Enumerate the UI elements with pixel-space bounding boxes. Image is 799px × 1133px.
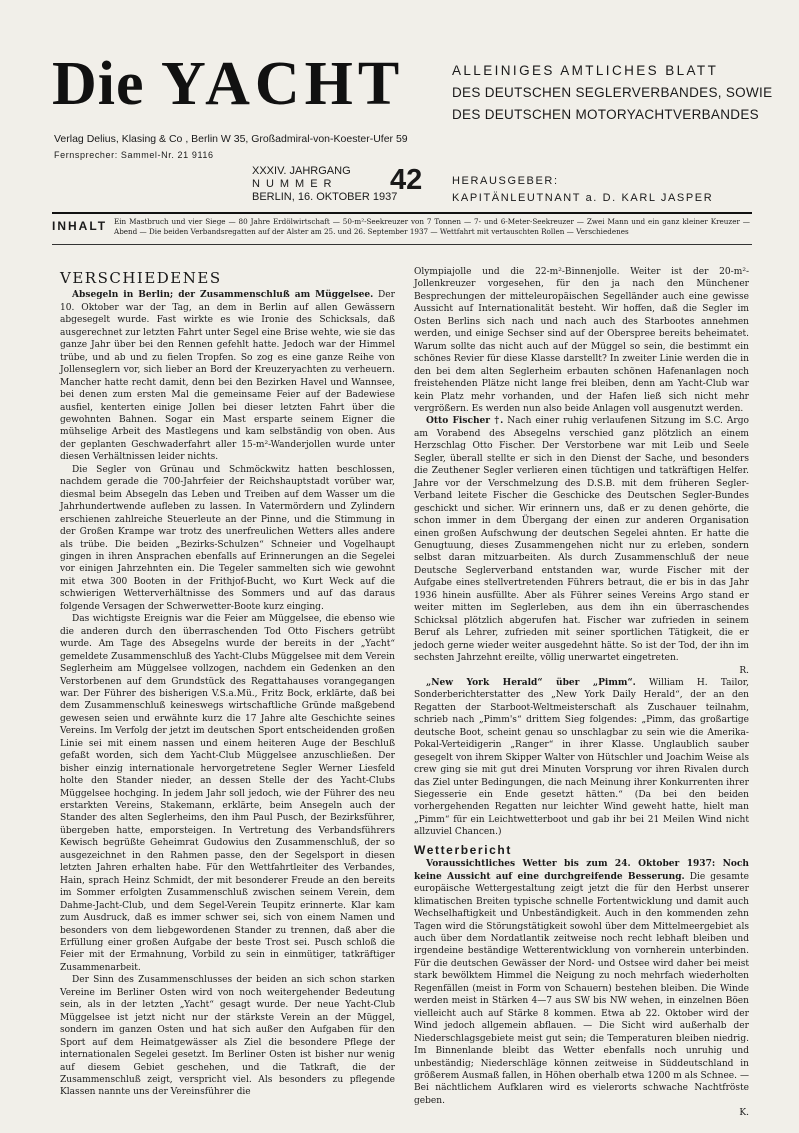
editor-label: HERAUSGEBER:: [452, 175, 559, 187]
signature: K.: [739, 1108, 749, 1119]
article-absegeln-title: Absegeln in Berlin; der Zusammenschluß am Müggelsee.: [72, 290, 374, 301]
publisher-line: Verlag Delius, Klasing & Co , Berlin W 35, Großadmiral-von-Koester-Ufer 59: [54, 133, 408, 145]
article-new-york-herald: [414, 677, 749, 839]
tagline-line-1: ALLEINIGES AMTLICHES BLATT: [452, 63, 719, 78]
article-new-york-herald-title: „New York Herald“ über „Pimm“.: [426, 677, 636, 688]
logo-die: Die: [52, 50, 145, 118]
right-column: [414, 266, 749, 1120]
tagline-line-3: DES DEUTSCHEN MOTORYACHTVERBANDES: [452, 107, 759, 122]
article-weather: [414, 858, 749, 1120]
paragraph: Der Sinn des Zusammenschlusses der beiden an sich schon starken Vereine im Berliner Osten wird von noch weitergehender Bedeutung sein, als in der letzten „Yacht“ gesagt wurde. Der neue Yacht-Club Müggelsee ist jetzt nicht nur der stärkste Verein an der Müggel, sondern im ganzen Osten und hat sich außer den Aufgaben für den Sport auf dem Heimatgewässer als Ziel die besondere Pflege der internationalen Segelei gesetzt. Im Berliner Osten ist bisher nur wenig auf diesem Gebiet geschehen, und die Tatkraft, die der Zusammenschluß zeigt, verspricht viel. Als besonders zu pflegende Klassen nannte uns der Vereinsführer die: [60, 975, 395, 1098]
issue-info: [252, 164, 423, 204]
contents-text: Ein Mastbruch und vier Siege — 80 Jahre Erdölwirtschaft — 50-m²-Seekreuzer von 7 Tonnen — 7- und 6-Meter-Seekreuzer — Zwei Mann und ein ganz kleiner Kreuzer — Abend — Die beiden Verbandsregatten auf der Alster am 25. und 26. September 1937 — Wettfahrt mit vertauschten Rollen — Verschiedenes: [114, 217, 750, 236]
article-absegeln: [60, 289, 395, 463]
logo-yacht: YACHT: [161, 50, 405, 118]
phone-line: Fernsprecher: Sammel-Nr. 21 9116: [54, 150, 214, 160]
tagline-line-2: DES DEUTSCHEN SEGLERVERBANDES, SOWIE: [452, 85, 773, 100]
article-new-york-herald-text: William H. Tailor, Sonderberichterstatter des „New York Daily Herald“, der an den Regatten der Starboot-Weltmeisterschaft als Zuschauer teilnahm, schrieb nach „Pimm's“ drittem Sieg folgendes: „Pimm, das großartige deutsche Boot, scheint genau so unschlagbar zu sein wie die Amerika-Pokal-Verteidigerin „Ranger“ in ihrer Klasse. Unglaublich sauber gesegelt von ihrem Skipper Walter von Hütschler und Joachim Weise als crew ging sie mit gut drei Minuten Vorsprung vor ihren Rivalen durch das Ziel unter Bedingungen, die nach Meinung ihrer Konkurrenten ihrer Siegesserie ein Ende gesetzt hätten.“ (Da bei den beiden vorhergehenden Regatten nur leichter Wind geweht hatte, hielt man „Pimm“ für ein Leichtwetterboot und gab ihr bei 21 Meilen Wind nicht allzuviel Chancen.): [414, 677, 749, 838]
issue-date: BERLIN, 16. OKTOBER 1937: [252, 191, 398, 203]
paragraph: Die Segler von Grünau und Schmöckwitz hatten beschlossen, nachdem gerade die 700-Jahrfeier der Reichshauptstadt vorüber war, diesmal beim Absegeln das Leben und Treiben auf dem Wasser um die Jahrhundertwende aufleben zu lassen. In Vatermördern und Zylindern erschienen zahlreiche Steuerleute an der Pinne, und die Stimmung in der Großen Krampe war trotz des unerfreulichen Wetters alles andere als trübe. Die beiden „Bezirks-Schulzen“ Schneier und Vogelhaupt gingen in ihren Ansprachen ebenfalls auf Erinnerungen an die Segelei vor einigen Jahrzehnten ein. Die Tegeler sammelten sich wie gewohnt mit etwa 300 Booten in der Frithjof-Bucht, wo Kurt Weck auf die schwierigen Wetterverhältnisse des Sommers und auf das daraus folgende Versagen der Schwerwetter-Boote kurz einging.: [60, 464, 395, 612]
editor-block: [452, 173, 713, 207]
issue-number: 42: [390, 164, 423, 196]
masthead: [52, 50, 773, 212]
article-otto-fischer-text: Nach einer ruhig verlaufenen Sitzung im S.C. Argo am Vorabend des Absegelns verschied ganz plötzlich an einem Herzschlag Otto Fischer. Der Verstorbene war mit Leib und Seele Segler, überall stellte er sich in den Dienst der Sache, und besonders die Zeuthener Segler verlieren einen tüchtigen und tatkräftigen Helfer. Jahre vor der Verschmelzung des D.S.B. mit dem früheren Segler-Verband leitete Fischer die Geschicke des Deutschen Segler-Bundes geschickt und sicher. Wir erinnern uns, daß er zu denen gehörte, die schon immer in dem Übergang der einen zur anderen Organisation einen großen Aufschwung der deutschen Segelei ahnten. Er hatte die Genugtuung, dieses Zusammengehen nicht nur zu erleben, sondern selbst daran mitzuarbeiten. Als durch Zusammenschluß der neue Deutsche Seglerverband entstanden war, wurde Fischer mit der Aufgabe eines stellvertretenden Führers betraut, die er bis in das Jahr 1936 hinein ausfüllte. Aber als Führer seines Vereins Argo stand er weiter mitten im Seglerleben, aus dem ihn ein überraschendes Schicksal plötzlich abgerufen hat. Fischer war zufrieden in seinem Beruf als Lehrer, zufrieden mit seiner sportlichen Tätigkeit, die er jedoch gerne wieder weiter ausgedehnt hätte. So ist der Tod, der ihn im sechsten Jahrzehnt ereilte, völlig unerwartet eingetreten.: [414, 416, 749, 664]
article-otto-fischer-title: Otto Fischer †.: [426, 416, 504, 427]
section-heading-verschiedenes: VERSCHIEDENES: [60, 269, 222, 287]
article-otto-fischer: [414, 415, 749, 677]
number-label: NUMMER: [252, 178, 338, 190]
signature: R.: [739, 665, 749, 676]
article-absegeln-text: Der 10. Oktober war der Tag, an dem in Berlin auf allen Gewässern abgesegelt wurde. Fast wirkte es wie Ironie des Schicksals, daß ausgerechnet zur letzten Fahrt unter Segel eine Brise wehte, wie sie das ganze Jahr über bei den Rennen gefehlt hatte. Jedoch war der Himmel trübe, und ab und zu fielen Tropfen. So zog es eine ganze Reihe von Jollenseglern vor, sich lieber an Bord der Kreuzeryachten zu verheuern. Mancher hatte recht damit, denn bei den Bezirken Havel und Wannsee, bei denen zum ersten Mal die gemeinsame Feier auf der Badewiese ausfiel, kenterten einige Jollen bei dieser letzten Fahrt über die gewohnten Bahnen. Sogar ein Mast ersparte seinem Eigner die mühselige Arbeit des Mastlegens und kam selbständig von oben. Aus der geplanten Geschwaderfahrt aller 15-m²-Wanderjollen wurde unter diesen Verhältnissen leider nichts.: [60, 290, 395, 463]
section-heading-wetterbericht: Wetterbericht: [414, 842, 512, 857]
article-weather-title: Voraussichtliches Wetter bis zum 24. Oktober 1937: Noch keine Aussicht auf eine durchgreifende Besserung.: [414, 859, 749, 882]
editor-name: KAPITÄNLEUTNANT a. D. KARL JASPER: [452, 192, 714, 204]
paragraph: Das wichtigste Ereignis war die Feier am Müggelsee, die ebenso wie die anderen durch den überraschenden Tod Otto Fischers getrübt wurde. Am Tage des Absegelns wurde der bereits in der „Yacht“ gemeldete Zusammenschluß des Yacht-Clubs Müggelsee mit dem Verein Seglerheim am Müggelsee vollzogen, nachdem ein Gedenken an den Verstorbenen auf dem Grundstück des Regattahauses vorangegangen war. Der Führer des bisherigen V.S.a.Mü., Fritz Bock, erklärte, daß bei dem Zusammenschluß keineswegs wirtschaftliche Gründe maßgebend gewesen seien und erwähnte kurz die 17 Jahre alte Geschichte seines Vereins. Im Verfolg der jetzt im deutschen Sport entscheidenden großen Linie sei mit einem nassen und einem heiteren Auge der Beschluß gefaßt worden, sich dem Yacht-Club Müggelsee anzuschließen. Der bisher einzig internationale hervorgetretene Segler Werner Liesfeld holte den Stander nieder, an dessen Stelle der des Yacht-Clubs Müggelsee hochging. In jedem Jahr soll jedoch, wie der Führer des neu erstarkten Vereins, Stakemann, erklärte, beim Ansegeln auch der Stander des alten Seglerheims, den ihm Paul Pusch, der Bezirksführer, übergeben hatte, emporsteigen. In Vertretung des Verbandsführers Kewisch begrüßte Geheimrat Gudowius den Zusammenschluß, der so ausgezeichnet in den Rahmen passe, den der Segelsport in diesen letzten Jahren erhalten habe. Für den Wettfahrtleiter des Verbandes, Hain, sprach Heinz Schmidt, der mit besonderer Freude an den bereits im Sommer erfolgten Zusammenschluß zwischen seinem Verein, dem Dahme-Jacht-Club, und dem Segel-Verein Teupitz erinnerte. Klar kam zum Ausdruck, daß es immer schwer sei, sich von einem Namen und besonders von dem liebgewordenen Stander zu trennen, daß aber die Erfüllung einer großen Aufgabe der beste Trost sei. Pusch schloß die Feier mit der Ermahnung, Vorbild zu sein in einmütiger, tatkräftiger Zusammenarbeit.: [60, 614, 395, 973]
logo: [52, 52, 404, 116]
contents-label: INHALT: [52, 219, 108, 233]
left-column: [60, 269, 395, 1099]
contents-bar: [52, 212, 752, 245]
paragraph-continued: Olympiajolle und die 22-m²-Binnenjolle. Weiter ist der 20-m²-Jollenkreuzer vorgesehen, für den ja nach den Münchener Besprechungen der mitteleuropäischen Segelländer auch eine gewisse Aussicht auf Internationalität besteht. Wir hoffen, daß die Segler im Osten Berlins sich nach und nach auch des Starbootes annehmen werden, und einige Sechser sind auf der Oberspree bereits beheimatet. Warum sollte das nicht auch auf der Müggel so sein, die bestimmt ein schönes Revier für diese Klasse darstellt? In zweiter Linie werden die in den bei dem alten Seglerheim erbauten schönen Hafenanlagen noch freistehenden Plätze nicht lange frei bleiben, denn am Yacht-Club war kein Platz mehr vorhanden, und der Hafen ließ sich nicht mehr vergrößern. Es werden nun also beide Anlagen voll ausgenutzt werden.: [414, 267, 749, 414]
volume: XXXIV. JAHRGANG: [252, 165, 351, 177]
tagline: [452, 60, 773, 126]
article-weather-text: Die gesamte europäische Wettergestaltung zeigt jetzt die für den Herbst unserer klimatischen Breiten typische schnelle Fortentwicklung und damit auch Wechselhaftigkeit und Unbeständigkeit. Auch in den kommenden zehn Tagen wird die Störungstätigkeit sowohl über dem Mittelmeergebiet als auch über dem Nordatlantik zeitweise noch recht lebhaft bleiben und irgendeine beständige Wetterentwicklung von vornherein unterbinden. Für die deutschen Gewässer der Nord- und Ostsee wird daher bei meist stark bewölktem Himmel die Neigung zu noch mehrfach wiederholten Regenfällen (meist in Form von Schauern) bestehen bleiben. Die Winde werden meist in Stärken 4—7 aus SW bis NW wehen, in einzelnen Böen vielleicht auch auf Stärke 8 kommen. Etwa ab 22. Oktober wird der Wind jedoch allgemein abflauen. — Die Sicht wird außerhalb der Niederschlagsgebiete meist gut sein; die Temperaturen bleiben niedrig. Im Binnenlande bleibt das Wetter ebenfalls noch unruhig und unbeständig; Niederschläge können zeitweise in Süddeutschland in größerem Ausmaß fallen, in Höhen oberhalb etwa 1200 m als Schnee. — Bei nächtlichem Aufklaren wird es vielerorts schwache Nachtfröste geben.: [414, 871, 749, 1106]
